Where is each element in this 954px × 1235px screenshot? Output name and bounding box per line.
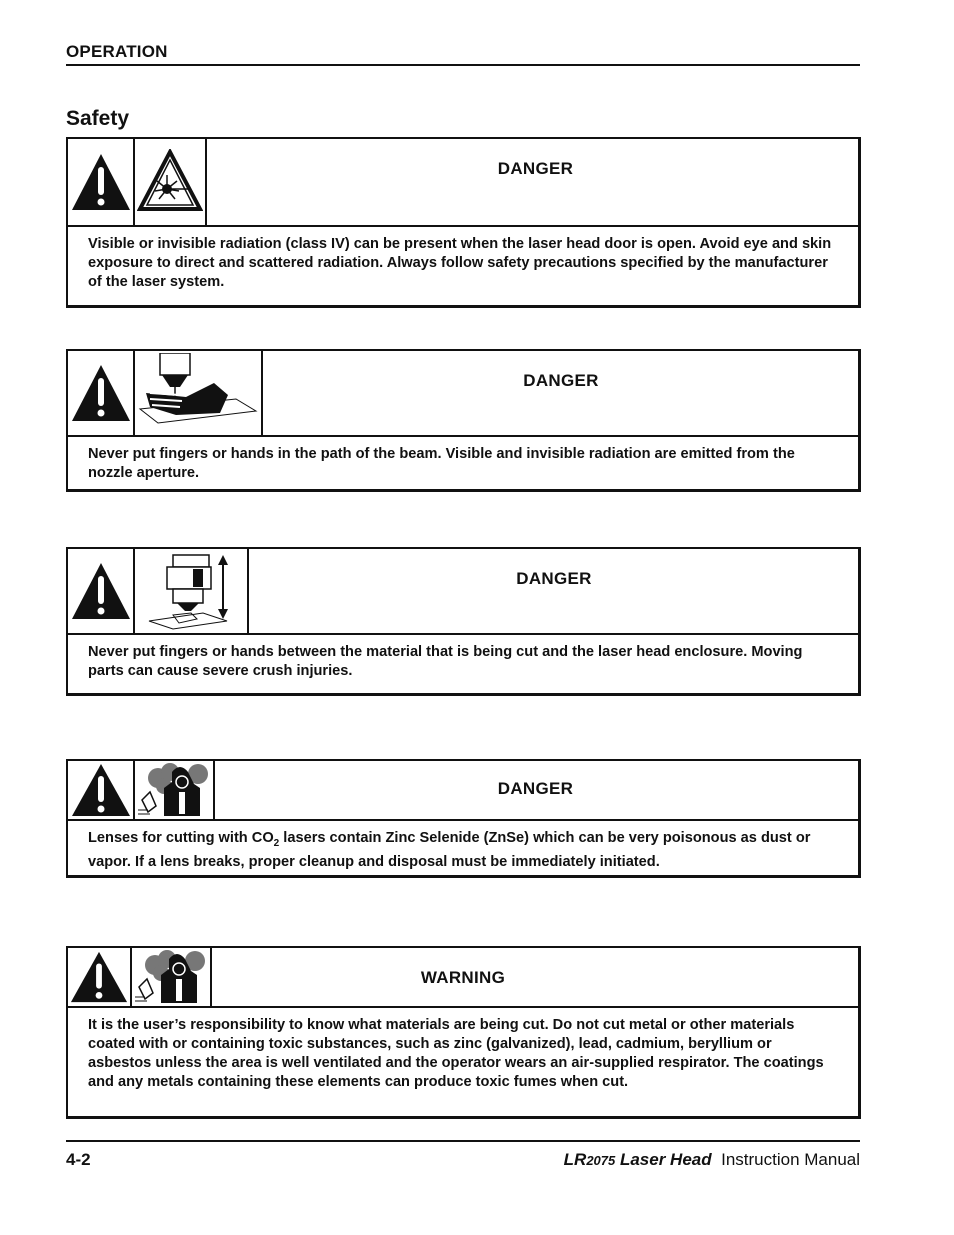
- page-number: 4-2: [66, 1150, 91, 1169]
- danger-box-crush-hazard: [66, 547, 861, 696]
- manual-title: [564, 1150, 860, 1170]
- danger-box-laser-radiation: [66, 137, 861, 308]
- box-text: It is the user’s responsibility to know what materials are being cut. Do not cut metal or other materials coated with or containing toxic substances, such as zinc (galvanized), lead, cadmium, beryllium or asbestos unless the area is well ventilated and the operator wears an air-supplied respirator. The coatings and any metals containing these elements can produce toxic fumes when cut.: [88, 1017, 824, 1090]
- box-label: DANGER: [497, 779, 574, 798]
- section-title: Safety: [66, 107, 130, 130]
- danger-box-znse-lens: [66, 759, 861, 878]
- header-section-title: OPERATION: [66, 42, 168, 61]
- box-text-subscript: 2: [273, 837, 280, 849]
- product-suffix: Laser Head: [615, 1150, 712, 1169]
- box-label: DANGER: [497, 159, 574, 178]
- product-model: 2075: [586, 1153, 616, 1168]
- box-text-part: Lenses for cutting with CO: [88, 830, 274, 846]
- warning-triangle-icon: [68, 549, 135, 633]
- manual-label: Instruction Manual: [721, 1150, 860, 1169]
- product-prefix: LR: [563, 1150, 587, 1169]
- crush-hazard-icon: [135, 549, 249, 633]
- box-label: DANGER: [523, 371, 599, 390]
- box-label: WARNING: [420, 968, 506, 987]
- warning-triangle-icon: [68, 351, 135, 435]
- box-label: DANGER: [516, 569, 592, 588]
- danger-box-beam-path: [66, 349, 861, 492]
- box-text: Never put fingers or hands between the material that is being cut and the laser head enclosure. Moving parts can cause severe crush injuries.: [88, 644, 803, 679]
- hand-beam-icon: [135, 351, 263, 435]
- warning-box-toxic-materials: [66, 946, 861, 1119]
- warning-triangle-icon: [68, 139, 135, 225]
- box-text: Never put fingers or hands in the path of the beam. Visible and invisible radiation are emitted from the nozzle aperture.: [88, 446, 795, 481]
- box-text-part: lasers contain Zinc Selenide (ZnSe) which can be very poisonous as dust or vapor. If a lens breaks, proper cleanup and disposal must be immediately initiated.: [88, 830, 811, 870]
- footer-rule: [66, 1140, 860, 1142]
- box-text: Visible or invisible radiation (class IV) can be present when the laser head door is open. Avoid eye and skin exposure to direct and scattered radiation. Always follow safety precautions specified by the manufacturer of the laser system.: [88, 236, 832, 290]
- page-header: [66, 42, 860, 66]
- laser-radiation-icon: [135, 139, 207, 225]
- box-text: [68, 821, 858, 872]
